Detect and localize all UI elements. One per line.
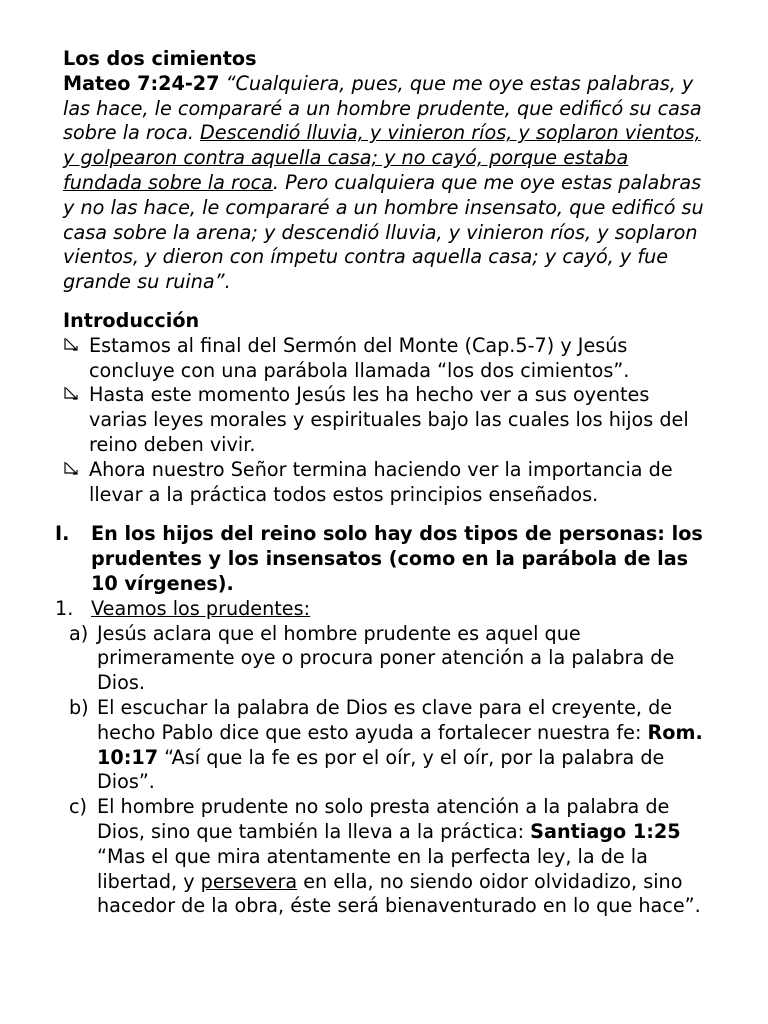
arrow-bullet-icon: [63, 458, 85, 483]
item-marker: c): [69, 795, 88, 819]
list-item-c: [63, 795, 712, 919]
intro-bullet-text: Ahora nuestro Señor termina haciendo ver la importancia de llevar a la práctica todos estos principios enseñados.: [89, 457, 673, 506]
item-text: [97, 696, 703, 793]
underlined-word: persevera: [200, 869, 298, 893]
section-heading-text: En los hijos del reino solo hay dos tipos de personas: los prudentes y los insensatos (como en la parábola de las 10 vírgenes).: [91, 522, 703, 595]
bible-quote-2: en ella, no siendo oidor olvidadizo, sino hacedor de la obra, éste será bienaventurado en lo que hace”.: [97, 869, 701, 918]
bible-quote-1: “Mas el que mira atentamente en la perfecta ley, la de la libertad, y: [97, 844, 648, 893]
section-marker: I.: [55, 522, 70, 546]
arrow-bullet-icon: [63, 334, 85, 359]
scripture-reference: Mateo 7:24-27: [63, 71, 220, 95]
bible-reference: Rom. 10:17: [97, 720, 703, 769]
list-item-b: [63, 696, 712, 795]
item-text: [97, 795, 701, 917]
item-b-text: El escuchar la palabra de Dios es clave para el creyente, de hecho Pablo dice que esto ayuda a fortalecer nuestra fe:: [97, 695, 673, 744]
intro-heading: Introducción: [63, 308, 200, 332]
item-marker: a): [69, 621, 89, 645]
item-text: Jesús aclara que el hombre prudente es aquel que primeramente oye o procura poner atención a la palabra de Dios.: [97, 621, 675, 695]
subsection-marker: 1.: [55, 596, 74, 620]
document-title: Los dos cimientos: [63, 47, 257, 70]
scripture-passage: [63, 72, 712, 295]
section-heading: [55, 522, 712, 596]
intro-bullet: [63, 334, 712, 384]
arrow-bullet-icon: [63, 383, 85, 408]
intro-bullet: [63, 383, 712, 457]
subsection-heading: [55, 597, 712, 622]
scripture-text-1: “Cualquiera, pues, que me oye estas palabras, y las hace, le compararé a un hombre prudente, que edificó su casa sobre la roca.: [63, 71, 702, 145]
subsection-label: Veamos los prudentes:: [91, 596, 311, 620]
intro-bullet-text: Hasta este momento Jesús les ha hecho ver a sus oyentes varias leyes morales y espirituales bajo las cuales los hijos del reino deben vivir.: [89, 383, 689, 456]
bible-quote: “Así que la fe es por el oír, y el oír, por la palabra de Dios”.: [97, 745, 665, 794]
bible-reference: Santiago 1:25: [530, 819, 681, 843]
intro-bullet: [63, 458, 712, 508]
scripture-text-2: . Pero cualquiera que me oye estas palabras y no las hace, le compararé a un hombre insensato, que edificó su casa sobre la arena; y descendió lluvia, y vinieron ríos, y soplaron vientos, y dieron con ímpetu contra aquella casa; y cayó, y fue grande su ruina”.: [63, 170, 704, 294]
scripture-text-underlined: Descendió lluvia, y vinieron ríos, y soplaron vientos, y golpearon contra aquella casa; y no cayó, porque estaba fundada sobre la roca: [63, 121, 701, 194]
intro-bullet-text: Estamos al final del Sermón del Monte (Cap.5-7) y Jesús concluye con una parábola llamada “los dos cimientos”.: [89, 333, 630, 382]
item-c-text: El hombre prudente no solo presta atención a la palabra de Dios, sino que también la lleva a la práctica:: [97, 795, 670, 843]
list-item-a: [63, 622, 712, 696]
item-marker: b): [69, 695, 89, 719]
